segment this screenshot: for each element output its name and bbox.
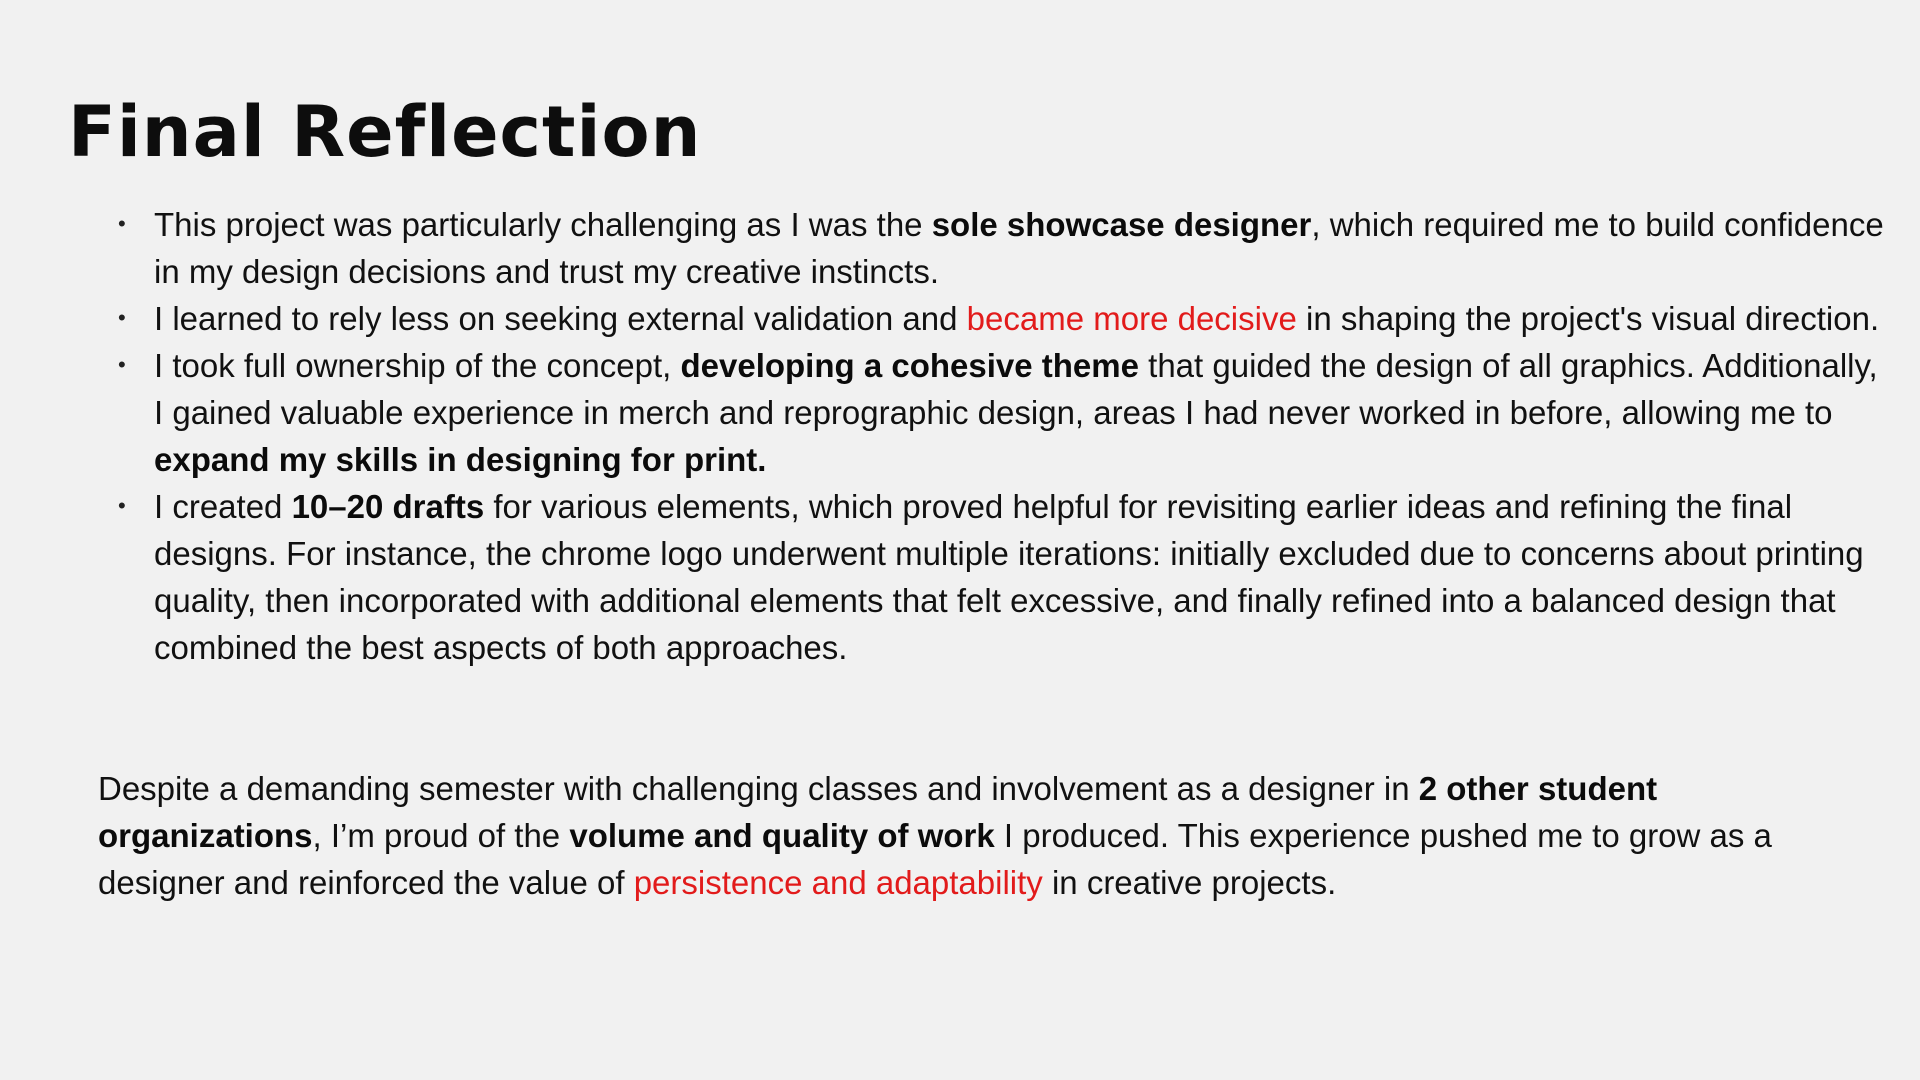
text-run: Despite a demanding semester with challenging classes and involvement as a designer in xyxy=(98,770,1419,807)
closing-paragraph xyxy=(98,765,1838,906)
bullet-item xyxy=(154,342,1894,483)
bold-text: developing a cohesive theme xyxy=(680,347,1139,384)
text-run: for various elements, which proved helpful for revisiting earlier ideas and refining the final designs. For instance, the chrome logo underwent multiple iterations: initially excluded due to concerns about printing quality, then incorporated with additional elements that felt excessive, and finally refined into a balanced design that combined the best aspects of both approaches. xyxy=(154,488,1864,666)
text-run: , which required me to build confidence in my design decisions and trust my creative instincts. xyxy=(154,206,1884,290)
bullet-item xyxy=(154,295,1894,342)
text-run: I took full ownership of the concept, xyxy=(154,347,681,384)
text-run: This project was particularly challenging as I was the xyxy=(154,206,932,243)
text-run: I learned to rely less on seeking external validation and xyxy=(154,300,967,337)
text-run: I produced. This experience pushed me to grow as a designer and reinforced the value of xyxy=(98,817,1772,901)
highlight-text: became more decisive xyxy=(966,300,1297,337)
bold-text: 10–20 drafts xyxy=(291,488,485,525)
text-run: I created xyxy=(154,488,292,525)
slide-title: Final Reflection xyxy=(68,91,702,173)
text-run: in creative projects. xyxy=(1042,864,1337,901)
highlight-text: persistence and adaptability xyxy=(633,864,1043,901)
bold-text: 2 other student organizations xyxy=(98,770,1658,854)
text-run: that guided the design of all graphics. Additionally, I gained valuable experience in merch and reprographic design, areas I had never worked in before, allowing me to xyxy=(154,347,1878,431)
bold-text: volume and quality of work xyxy=(569,817,995,854)
bold-text: sole showcase designer xyxy=(931,206,1312,243)
bullet-item xyxy=(154,201,1894,295)
bold-text: expand my skills in designing for print. xyxy=(154,441,767,478)
bullet-list xyxy=(98,201,1894,671)
text-run: in shaping the project's visual direction. xyxy=(1296,300,1880,337)
bullet-item xyxy=(154,483,1894,671)
text-run: , I’m proud of the xyxy=(312,817,570,854)
